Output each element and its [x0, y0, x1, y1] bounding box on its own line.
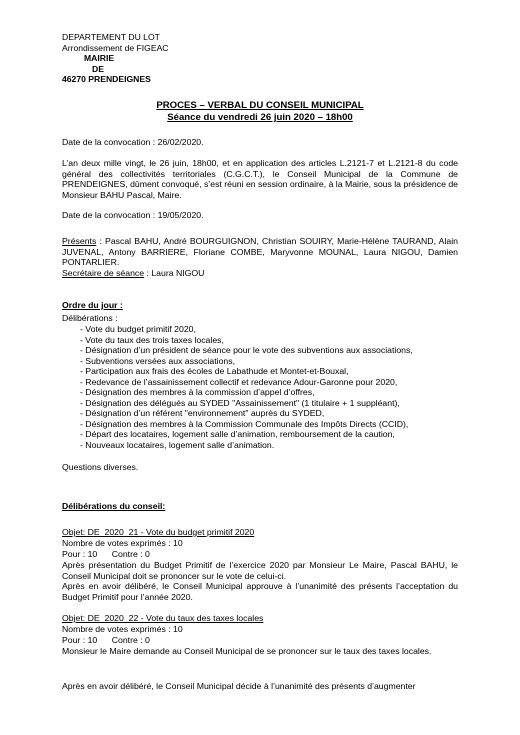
de-line: DE [92, 63, 104, 74]
deliberation-1-text: Après présentation du Budget Primitif de l’exercice 2020 par Monsieur Le Maire, Pascal BAHU, le Conseil Municipal doit se prononcer sur le vote de celui-ci. [62, 560, 458, 581]
list-item: - Participation aux frais des écoles de Labathude et Montet-et-Bouxal, [80, 366, 349, 377]
presents-paragraph [62, 236, 458, 268]
mairie-line: MAIRIE [84, 53, 115, 63]
department-line: DEPARTEMENT DU LOT [62, 32, 160, 42]
deliberation-2-result: Après en avoir délibéré, le Conseil Municipal décide à l’unanimité des présents d’augmenter [62, 681, 416, 691]
secretaire-label: Secrétaire de séance [62, 268, 145, 278]
convocation-date-1: Date de la convocation : 26/02/2020. [62, 137, 204, 147]
list-item: - Désignation d’un référent "environnement" auprès du SYDED, [80, 408, 325, 419]
list-item: - Redevance de l’assainissement collectif et redevance Adour-Garonne pour 2020, [80, 376, 398, 387]
votes-exprimes-2: Nombre de votes exprimés : 10 [62, 624, 183, 634]
agenda-list [80, 324, 470, 451]
deliberations-subheading: Délibérations : [62, 313, 118, 323]
list-item: - Désignation des membres à la commission d’appel d’offres, [80, 387, 315, 398]
presents-label: Présents [62, 236, 97, 246]
deliberation-1-result: Après en avoir délibéré, le Conseil Municipal approuve à l’unanimité des présents l’acceptation du Budget Primitif pour l’année 2020. [62, 581, 458, 602]
list-item: - Désignation d’un président de séance pour le vote des subventions aux associations, [80, 345, 413, 356]
list-item: - Vote du budget primitif 2020, [80, 324, 196, 334]
votes-exprimes-1: Nombre de votes exprimés : 10 [62, 538, 183, 548]
list-item: - Désignation des membres à la Commission Communale des Impôts Directs (CCID), [80, 418, 409, 429]
deliberations-heading: Délibérations du conseil: [62, 501, 166, 511]
secretaire-line [62, 268, 458, 279]
deliberation-2-text: Monsieur le Maire demande au Conseil Municipal de se prononcer sur le taux des taxes locales. [62, 646, 432, 656]
commune-line: 46270 PRENDEIGNES [62, 74, 151, 84]
document-title: PROCES – VERBAL DU CONSEIL MUNICIPAL [156, 100, 364, 111]
intro-paragraph: L’an deux mille vingt, le 26 juin, 18h00, et en application des articles L.2121-7 et L.2121-8 du code général des collectivités territoriales (C.G.C.T.), le Conseil Municipal de la Commune de PRENDEIGNES, dûment convoqué, s’est réuni en session ordinaire, à la Mairie, sous la présidence de Monsieur BAHU Pascal, Maire. [62, 158, 458, 200]
list-item: - Départ des locataires, logement salle d’animation, remboursement de la caution, [80, 429, 395, 440]
list-item: - Subventions versées aux associations, [80, 355, 236, 366]
pour-contre-1: Pour : 10 Contre : 0 [62, 549, 150, 559]
list-item: - Désignation des délégués au SYDED "Assainissement" (1 titulaire + 1 suppléant), [80, 397, 400, 408]
objet-de-2020-22: Objet: DE_2020_22 - Vote du taux des taxes locales [62, 613, 264, 623]
letterhead [62, 32, 169, 85]
list-item: - Vote du taux des trois taxes locales, [80, 334, 224, 345]
list-item: - Nouveaux locataires, logement salle d’animation. [80, 440, 275, 451]
questions-diverses: Questions diverses. [62, 462, 139, 472]
presents-list: : Pascal BAHU, André BOURGUIGNON, Christian SOUIRY, Marie-Hélène TAURAND, Alain JUVENAL, Antony BARRIERE, Floriane COMBE, Maryvonne MOUNAL, Laura NIGOU, Damien PONTARLIER. [62, 236, 458, 267]
secretaire-name: : Laura NIGOU [144, 268, 205, 278]
ordre-du-jour-heading: Ordre du jour : [62, 300, 123, 310]
session-subtitle: Séance du vendredi 26 juin 2020 – 18h00 [167, 112, 353, 123]
arrondissement-line: Arrondissement de FIGEAC [62, 42, 169, 53]
convocation-date-2: Date de la convocation : 19/05/2020. [62, 210, 204, 220]
pour-contre-2: Pour : 10 Contre : 0 [62, 635, 150, 645]
objet-de-2020-21: Objet: DE_2020_21 - Vote du budget primitif 2020 [62, 527, 255, 537]
